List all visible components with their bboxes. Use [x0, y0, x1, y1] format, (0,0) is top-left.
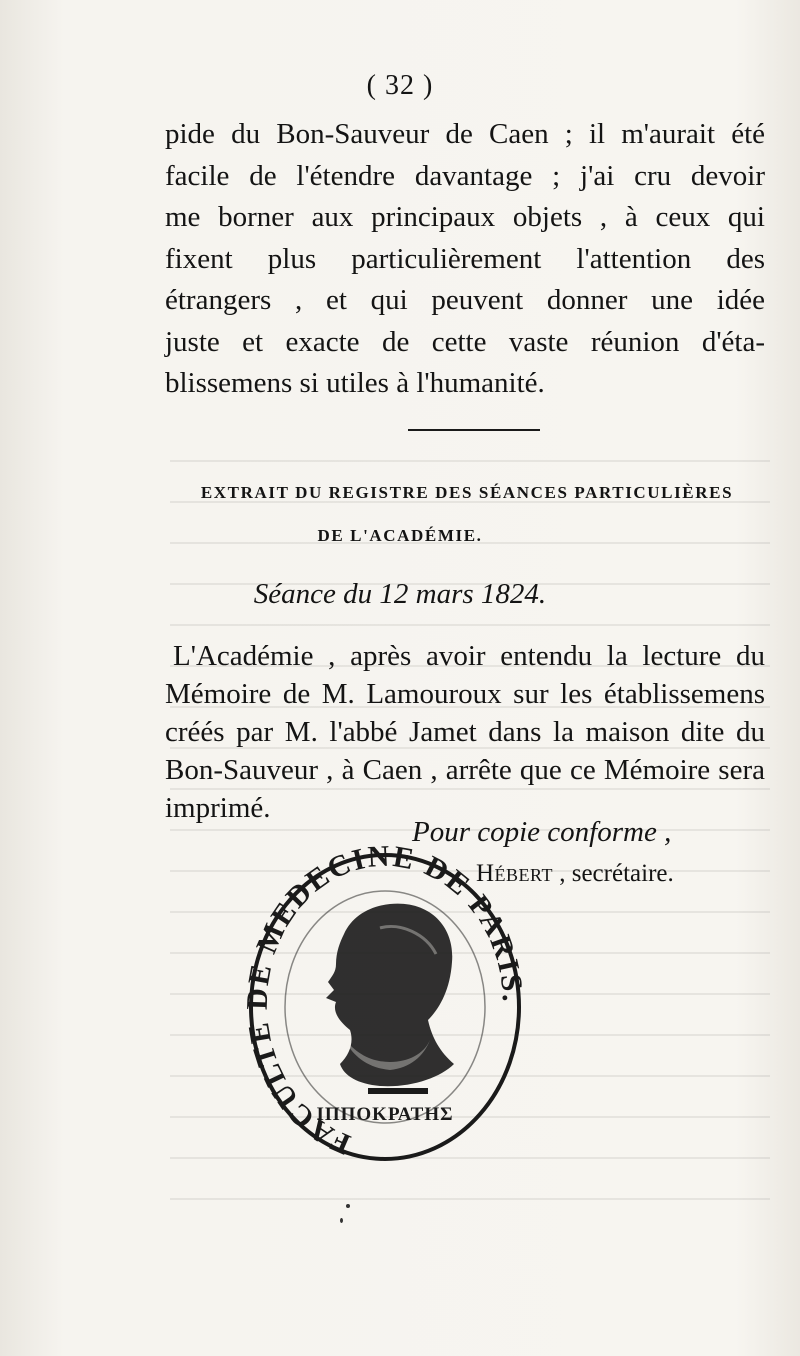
- stamp-ring-text: FACULTE DE MEDECINE DE PARIS.: [240, 842, 530, 1161]
- page-number: ( 32 ): [366, 70, 434, 101]
- extract-line: Bon-Sauveur , à Caen , arrête que ce Mémoire sera: [165, 754, 765, 786]
- body-line: fixent plus particulièrement l'attention des: [165, 242, 765, 275]
- signer-name: Hébert: [476, 860, 553, 887]
- body-line: facile de l'étendre davantage ; j'ai cru devoir: [165, 159, 765, 192]
- ink-speck: [340, 1218, 343, 1223]
- body-line: blissemens si utiles à l'humanité.: [165, 367, 545, 399]
- ink-speck: [346, 1204, 350, 1208]
- body-line: pide du Bon-Sauveur de Caen ; il m'aurait été: [165, 118, 765, 150]
- extract-line: L'Académie , après avoir entendu la lecture du: [173, 640, 765, 672]
- body-line: étrangers , et qui peuvent donner une idée: [165, 284, 765, 316]
- extract-line: Mémoire de M. Lamouroux sur les établissemens: [165, 678, 765, 710]
- extract-heading: EXTRAIT DU REGISTRE DES SÉANCES PARTICULIÈRES: [200, 483, 734, 502]
- body-paragraph: [165, 114, 765, 405]
- stamp-bust-label: ΙΠΠΟΚΡΑΤΗΣ: [316, 1104, 454, 1125]
- signer-role: , secrétaire.: [552, 860, 674, 887]
- body-line: juste et exacte de cette vaste réunion d'éta-: [165, 325, 765, 358]
- session-date: Séance du 12 mars 1824.: [253, 578, 547, 610]
- extract-line: imprimé.: [165, 792, 271, 824]
- extract-heading-continued: DE L'ACADÉMIE.: [317, 526, 483, 545]
- extract-paragraph: [165, 637, 765, 827]
- section-divider: [408, 429, 540, 431]
- copy-conforme: Pour copie conforme ,: [412, 816, 672, 848]
- faculty-stamp: [240, 842, 530, 1172]
- hippocrates-bust-icon: [326, 904, 454, 1094]
- body-line: me borner aux principaux objets , à ceux qui: [165, 201, 765, 233]
- extract-line: créés par M. l'abbé Jamet dans la maison dite du: [165, 716, 765, 748]
